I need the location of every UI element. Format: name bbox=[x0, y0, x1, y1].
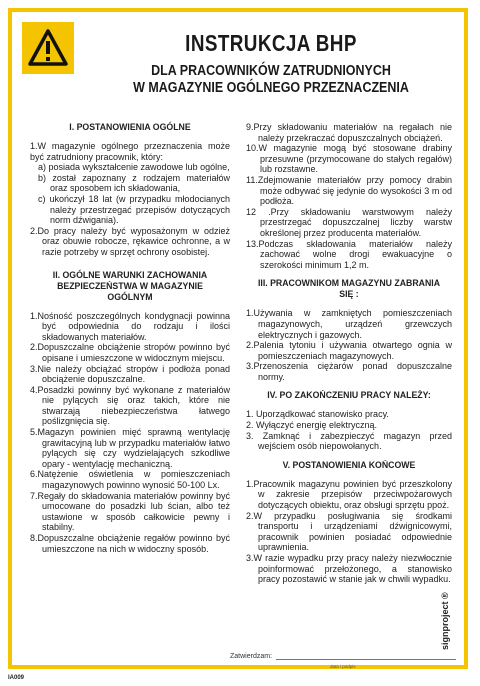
sec5-item-1: 1.Pracownik magazynu powinien być przeszkolony w zakresie przepisów przeciwpożarowych dotyczących obiektu, oraz obsługi sprzętu ppoż. bbox=[246, 478, 452, 511]
sec2-item-2: 2.Dopuszczalne obciążenie stropów powinno być opisane i umieszczone w widocznym miejscu. bbox=[30, 342, 230, 363]
signature-caption: data i podpis bbox=[330, 664, 356, 669]
signature-line bbox=[276, 659, 456, 660]
sec2-item-4: 4.Posadzki powinny być wykonane z materiałów nie pylących się oraz takich, które nie stwarzają niebezpieczeństwa łatwego poślizgnięcia się. bbox=[30, 384, 230, 427]
sec3-item-2: 2.Palenia tytoniu i używania otwartego ognia w pomieszczeniach magazynowych. bbox=[246, 340, 452, 361]
sec1-item-1: 1.W magazynie ogólnego przeznaczenia może być zatrudniony pracownik, który: bbox=[30, 141, 230, 162]
sec2-item-8: 8.Dopuszczalne obciążenie regałów powinno być umieszczone na nich w widoczny sposób. bbox=[30, 533, 230, 554]
section-1-heading: I. POSTANOWIENIA OGÓLNE bbox=[69, 122, 191, 133]
section-2-heading-line2: BEZPIECZEŃSTWA W MAGAZYNIE OGÓLNYM bbox=[57, 280, 203, 303]
section-4-heading: IV. PO ZAKOŃCZENIU PRACY NALEŻY: bbox=[267, 390, 431, 402]
brand-mark: signproject ® bbox=[440, 592, 450, 650]
sec2-item-12: 12 .Przy składowaniu warstwowym należy przestrzegać dopuszczalnej liczby warstw określonej przez producenta materiałów. bbox=[246, 206, 452, 238]
sec1-item-1b: b) został zapoznany z rodzajem materiałów oraz sposobem ich składowania, bbox=[38, 172, 230, 194]
sec2-item-9: 9.Przy składowaniu materiałów na regałach nie należy przekraczać dopuszczalnych obciążeń. bbox=[246, 122, 452, 143]
sec2-item-5: 5.Magazyn powinien mięć sprawną wentylację grawitacyjną lub w przypadku materiałów łatwo pylących się czy wydzielających szkodliwe opary - wentylację mechaniczną. bbox=[30, 427, 230, 469]
sec2-item-3: 3.Nie należy obciążać stropów i podłoża ponad obciążenie dopuszczalne. bbox=[30, 363, 230, 385]
page-subtitle-2: W MAGAZYNIE OGÓLNEGO PRZEZNACZENIA bbox=[133, 80, 409, 96]
sec1-item-1c: c) ukończył 18 lat (w przypadku młodocianych należy przestrzegać przepisów dotyczących norm dźwigania). bbox=[38, 193, 230, 226]
right-column bbox=[246, 122, 452, 585]
warning-triangle-icon bbox=[22, 22, 74, 74]
page-subtitle-1: DLA PRACOWNIKÓW ZATRUDNIONYCH bbox=[151, 63, 391, 79]
sec4-item-1: 1. Uporządkować stanowisko pracy. bbox=[246, 409, 389, 420]
page-title: INSTRUKCJA BHP bbox=[185, 30, 357, 56]
sec3-item-3: 3.Przenoszenia ciężarów ponad dopuszczalne normy. bbox=[246, 361, 452, 382]
approval-signature-field bbox=[230, 653, 456, 660]
sec2-item-13: 13.Podczas składowania materiałów należy zachować wolne drogi ewakuacyjne o szerokości minimum 1,2 m. bbox=[246, 238, 452, 270]
sec2-item-7: 7.Regały do składowania materiałów powinny być umocowane do posadzki lub ścian, albo też ustawione w sposób całkowicie pewny i stabilny. bbox=[30, 490, 230, 533]
section-5-heading: V. POSTANOWIENIA KOŃCOWE bbox=[282, 459, 416, 471]
sec2-item-11: 11.Zdejmowanie materiałów przy pomocy drabin może odbywać się jedynie do wysokości 3 m od podłoża. bbox=[246, 174, 452, 207]
sec2-item-6: 6.Natężenie oświetlenia w pomieszczeniach magazynowych powinno wynosić 50-100 Lx. bbox=[30, 469, 230, 491]
section-2-heading-line1: II. OGÓLNE WARUNKI ZACHOWANIA bbox=[52, 269, 208, 281]
sec5-item-2: 2.W przypadku posługiwania się środkami transportu i urządzeniami dźwignicowymi, pracownik powinien posiadać odpowiednie uprawnienia. bbox=[246, 510, 452, 553]
sec4-item-3: 3. Zamknąć i zabezpieczyć magazyn przed wejściem osób niepowołanych. bbox=[246, 430, 452, 452]
sec5-item-3: 3.W razie wypadku przy pracy należy niezwłocznie poinformować przełożonego, a stanowisko pracy pozostawić w stanie jak w chwili wypadku. bbox=[246, 553, 452, 585]
section-3-heading: III. PRACOWNIKOM MAGAZYNU ZABRANIA SIĘ : bbox=[257, 278, 441, 301]
approval-label: Zatwierdzam: bbox=[230, 653, 273, 660]
sec2-item-10: 10.W magazynie mogą być stosowane drabiny przesuwne (przymocowane do stałych regałów) lub rozstawne. bbox=[246, 143, 452, 175]
sec3-item-1: 1.Używania w zamkniętych pomieszczeniach magazynowych, urządzeń grzewczych elektrycznych i gazowych. bbox=[246, 308, 452, 340]
header bbox=[82, 30, 460, 96]
left-column bbox=[30, 122, 230, 554]
sec2-item-1: 1.Nośność poszczególnych kondygnacji powinna być odpowiednia do rodzaju i ilości składowanych materiałów. bbox=[30, 310, 230, 342]
product-code: IA009 bbox=[8, 675, 25, 681]
sec1-item-1a: a) posiada wykształcenie zawodowe lub ogólne, bbox=[38, 162, 230, 173]
sec4-item-2: 2. Wyłączyć energię elektryczną. bbox=[246, 420, 377, 431]
sec1-item-2: 2.Do pracy należy być wyposażonym w odzież oraz obuwie robocze, rękawice ochronne, a w razie potrzeby w sprzęt ochrony osobistej. bbox=[30, 225, 230, 257]
